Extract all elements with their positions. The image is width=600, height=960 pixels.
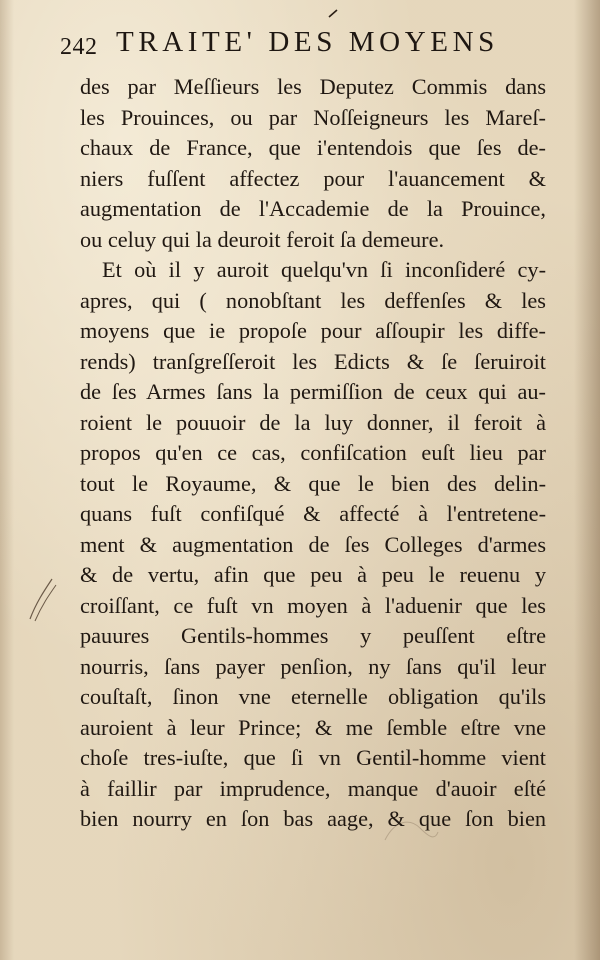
- text-line: roient le pouuoir de la luy donner, il feroit à: [80, 409, 546, 435]
- text-line: ment & augmentation de ſes Colleges d'armes: [80, 531, 546, 557]
- text-line: auroient à leur Prince; & me ſemble eſtre vne: [80, 714, 546, 740]
- text-line: à faillir par imprudence, manque d'auoir eſté: [80, 775, 546, 801]
- text-line: nourris, ſans payer penſion, ny ſans qu'il leur: [80, 653, 546, 679]
- margin-pencil-mark: [22, 575, 62, 625]
- text-line: augmentation de l'Accademie de la Prouince,: [80, 196, 546, 221]
- text-line: couſtaſt, ſinon vne eternelle obligation qu'ils: [80, 684, 546, 709]
- text-line: bien nourry en ſon bas aage, & que ſon bien: [80, 806, 546, 831]
- text-line: pauures Gentils-hommes y peuſſent eſtre: [80, 623, 546, 648]
- text-line: apres, qui ( nonobſtant les deffenſes & les: [80, 287, 546, 313]
- body-text: [80, 72, 546, 835]
- text-line: niers fuſſent affectez pour l'auancement &: [80, 165, 546, 191]
- bleed-through-stain: [380, 810, 440, 850]
- text-line: tout le Royaume, & que le bien des delin-: [80, 470, 546, 496]
- running-title: TRAITE' DES MOYENS: [116, 26, 499, 58]
- text-line: rends) tranſgreſſeroit les Edicts & ſe ſeruiroit: [80, 348, 546, 374]
- page-edge-shadow: [574, 0, 600, 960]
- page-number: 242: [60, 34, 98, 60]
- text-line: croiſſant, ce fuſt vn moyen à l'aduenir que les: [80, 592, 546, 618]
- text-line: propos qu'en ce cas, confiſcation euſt lieu par: [80, 440, 546, 465]
- text-line: de ſes Armes ſans la permiſſion de ceux qui au-: [80, 379, 546, 404]
- text-line: choſe tres-iuſte, que ſi vn Gentil-homme vient: [80, 745, 546, 770]
- text-line: Et où il y auroit quelqu'vn ſi inconſideré cy-: [102, 257, 546, 282]
- page-header: [60, 26, 550, 66]
- text-line: chaux de France, que i'entendois que ſes de-: [80, 135, 546, 160]
- text-line: & de vertu, afin que peu à peu le reuenu y: [80, 562, 546, 587]
- ink-tick-mark: [325, 8, 343, 18]
- text-line: moyens que ie propoſe pour aſſoupir les diffe-: [80, 318, 546, 343]
- text-line: ou celuy qui la deuroit feroit ſa demeure.: [80, 226, 445, 252]
- text-line: quans fuſt confiſqué & affecté à l'entretene-: [80, 501, 546, 526]
- text-line: les Prouinces, ou par Noſſeigneurs les Mareſ-: [80, 104, 546, 130]
- page-gutter-shadow: [0, 0, 14, 960]
- text-line: des par Meſſieurs les Deputez Commis dans: [80, 74, 546, 99]
